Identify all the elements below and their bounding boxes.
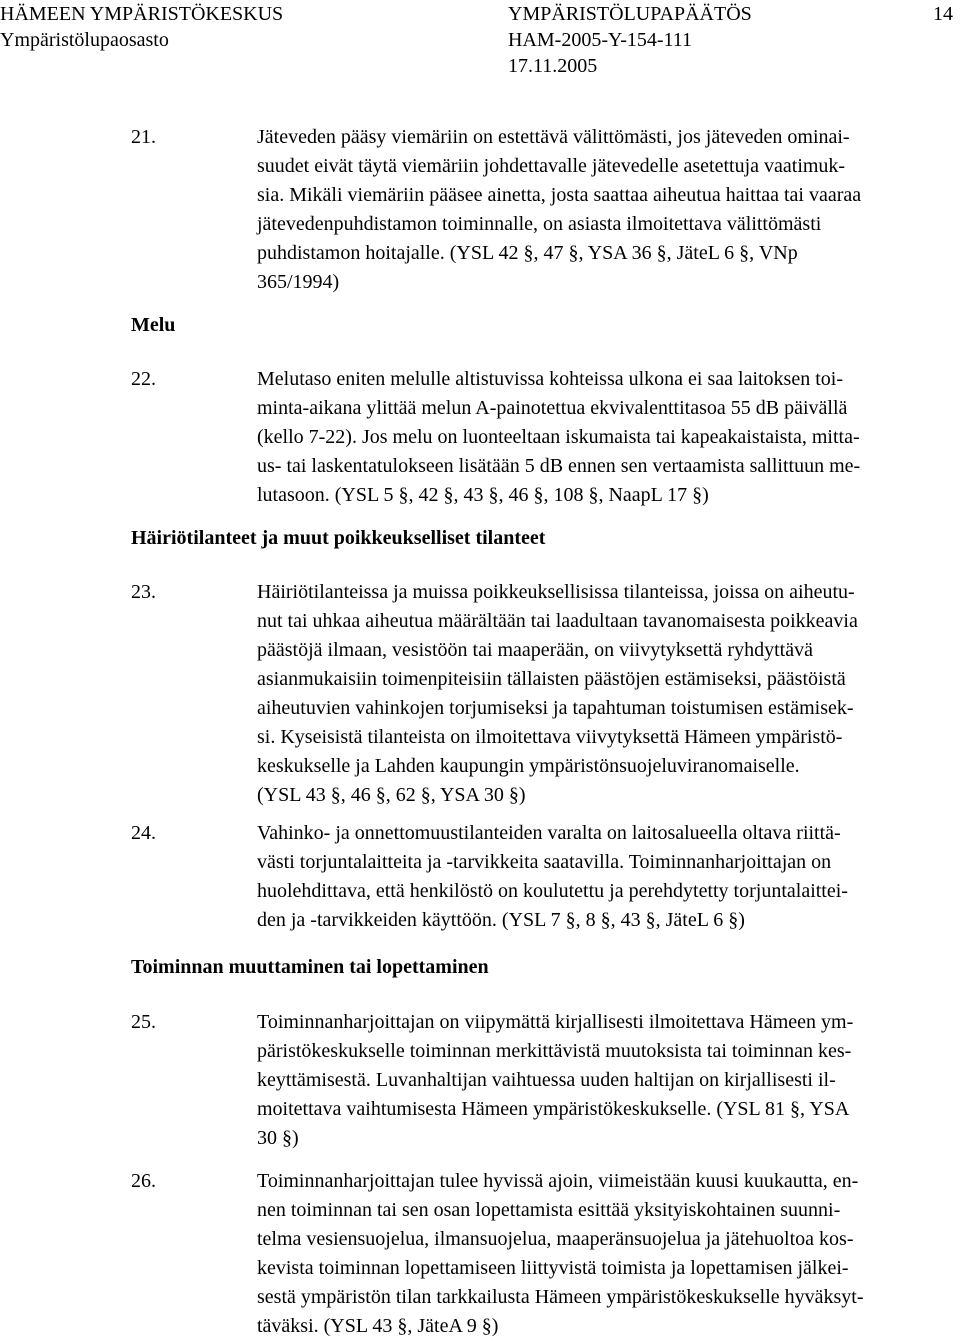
text-line: keskukselle ja Lahden kaupungin ympäristönsuojeluviranomaiselle. — [257, 755, 800, 777]
text-line: minta-aikana ylittää melun A-painotettua ekvivalenttitasoa 55 dB päivällä — [257, 397, 848, 419]
text-line: päästöjä ilmaan, vesistöön tai maaperään, on viivytyksettä ryhdyttävä — [257, 639, 813, 661]
item-number: 25. — [131, 1011, 156, 1033]
text-line: lutasoon. (YSL 5 §, 42 §, 43 §, 46 §, 108 §, NaapL 17 §) — [257, 484, 709, 506]
text-line: us- tai laskentatulokseen lisätään 5 dB ennen sen vertaamista sallittuun me- — [257, 455, 861, 477]
item-22-text — [257, 365, 860, 510]
text-line: si. Kyseisistä tilanteista on ilmoitettava viivytyksettä Hämeen ympäristö- — [257, 726, 843, 748]
text-line: nen toiminnan tai sen osan lopettamista esittää yksityiskohtainen suunni- — [257, 1199, 841, 1221]
text-line: suudet eivät täytä viemäriin johdettavalle jätevedelle asetettuja vaatimuk- — [257, 155, 846, 177]
text-line: Vahinko- ja onnettomuustilanteiden varalta on laitosalueella oltava riittä- — [257, 822, 841, 844]
text-line: telma vesiensuojelua, ilmansuojelua, maaperänsuojelua ja jätehuoltoa kos- — [257, 1228, 854, 1250]
text-line: Häiriötilanteissa ja muissa poikkeuksellisissa tilanteissa, joissa on aiheutu- — [257, 581, 855, 603]
text-line: sestä ympäristön tilan tarkkailusta Hämeen ympäristökeskukselle hyväksyt- — [257, 1286, 864, 1308]
text-line: moitettava vaihtumisesta Hämeen ympäristökeskukselle. (YSL 81 §, YSA — [257, 1098, 850, 1120]
header-org: HÄMEEN YMPÄRISTÖKESKUS — [0, 3, 284, 25]
section-heading-hairiotilanteet: Häiriötilanteet ja muut poikkeukselliset tilanteet — [131, 527, 546, 549]
text-line: puhdistamon hoitajalle. (YSL 42 §, 47 §, YSA 36 §, JäteL 6 §, VNp — [257, 242, 798, 264]
item-number: 21. — [131, 126, 156, 148]
text-line: keyttämisestä. Luvanhaltijan vaihtuessa uuden haltijan on kirjallisesti il- — [257, 1069, 836, 1091]
item-number: 22. — [131, 368, 156, 390]
text-line: (kello 7-22). Jos melu on luonteeltaan iskumaista tai kapeakaistaista, mittа- — [257, 426, 860, 448]
text-line: den ja -tarvikkeiden käyttöön. (YSL 7 §, 8 §, 43 §, JäteL 6 §) — [257, 909, 745, 931]
text-line: täväksi. (YSL 43 §, JäteA 9 §) — [257, 1315, 499, 1337]
text-line: päristökeskukselle toiminnan merkittävistä muutoksista tai toiminnan kes- — [257, 1040, 852, 1062]
item-21-text — [257, 123, 861, 297]
text-line: Melutaso eniten melulle altistuvissa kohteissa ulkona ei saa laitoksen toi- — [257, 368, 843, 390]
text-line: sia. Mikäli viemäriin pääsee ainetta, josta saattaa aiheutua haittaa tai vaaraa — [257, 184, 862, 206]
text-line: Toiminnanharjoittajan tulee hyvissä ajoin, viimeistään kuusi kuukautta, en- — [257, 1170, 859, 1192]
text-line: jätevedenpuhdistamon toiminnalle, on asiasta ilmoitettava välittömästi — [257, 213, 822, 235]
item-number: 26. — [131, 1170, 156, 1192]
item-24-text — [257, 819, 848, 935]
text-line: (YSL 43 §, 46 §, 62 §, YSA 30 §) — [257, 784, 526, 806]
section-heading-toiminnan-muuttaminen: Toiminnan muuttaminen tai lopettaminen — [131, 956, 489, 978]
text-line: nut tai uhkaa aiheutua määrältään tai laadultaan tavanomaisesta poikkeavia — [257, 610, 858, 632]
text-line: aiheutuvien vahinkojen torjumiseksi ja tapahtuman toistumisen estämisek- — [257, 697, 854, 719]
header-doc-type: YMPÄRISTÖLUPAPÄÄTÖS — [508, 3, 752, 25]
item-23-text — [257, 578, 858, 810]
item-26-text — [257, 1167, 864, 1341]
header-doc-id: HAM-2005-Y-154-111 — [508, 29, 693, 51]
header-unit: Ympäristölupaosasto — [0, 29, 169, 51]
text-line: huolehdittava, että henkilöstö on koulutettu ja perehdytetty torjuntalaittei- — [257, 880, 848, 902]
header-date: 17.11.2005 — [508, 55, 598, 77]
text-line: kevista toiminnan lopettamiseen liittyvistä toimista ja lopettamisen jälkei- — [257, 1257, 849, 1279]
item-25-text — [257, 1008, 853, 1153]
item-number: 23. — [131, 581, 156, 603]
item-number: 24. — [131, 822, 156, 844]
page-number: 14 — [933, 3, 953, 25]
text-line: 365/1994) — [257, 271, 340, 293]
text-line: Toiminnanharjoittajan on viipymättä kirjallisesti ilmoitettava Hämeen ym- — [257, 1011, 854, 1033]
text-line: västi torjuntalaitteita ja -tarvikkeita saatavilla. Toiminnanharjoittajan on — [257, 851, 832, 873]
section-heading-melu: Melu — [131, 314, 176, 336]
text-line: Jäteveden pääsy viemäriin on estettävä välittömästi, jos jäteveden ominai- — [257, 126, 850, 148]
text-line: 30 §) — [257, 1127, 299, 1149]
text-line: asianmukaisiin toimenpiteisiin tällaisten päästöjen estämiseksi, päästöistä — [257, 668, 846, 690]
